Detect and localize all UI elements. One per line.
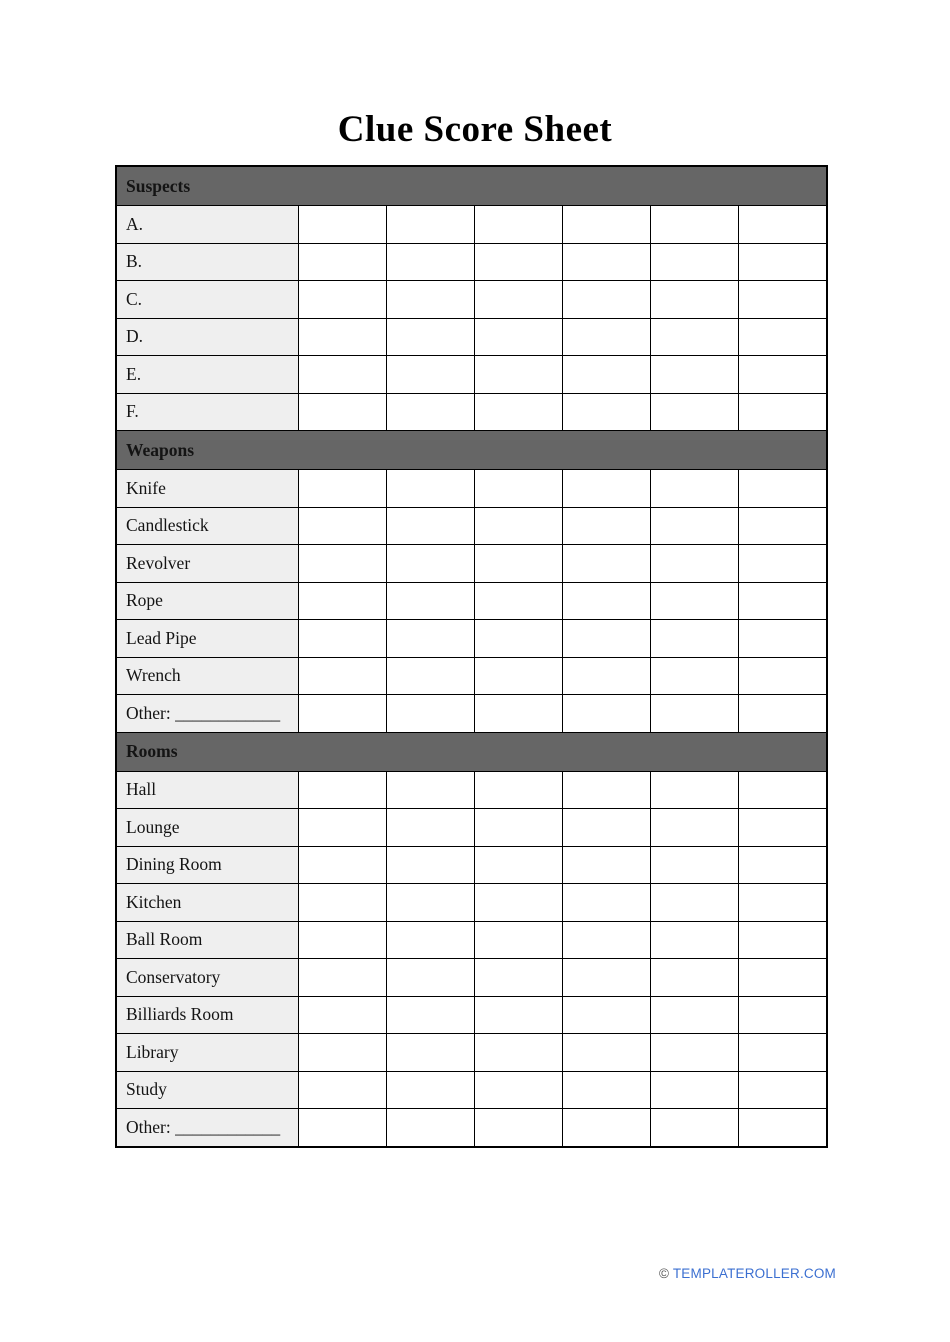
row-label: A.	[116, 206, 298, 244]
score-cell	[651, 582, 739, 620]
table-row	[116, 996, 827, 1034]
score-cell	[386, 620, 474, 658]
table-row	[116, 356, 827, 394]
score-cell	[474, 393, 562, 431]
score-cell	[474, 243, 562, 281]
score-cell	[474, 281, 562, 319]
score-cell	[474, 206, 562, 244]
score-cell	[562, 393, 650, 431]
table-row	[116, 281, 827, 319]
table-row	[116, 393, 827, 431]
section-header-row	[116, 431, 827, 470]
section-header-row	[116, 732, 827, 771]
score-cell	[562, 1034, 650, 1072]
score-cell	[739, 356, 827, 394]
score-cell	[651, 318, 739, 356]
table-row	[116, 695, 827, 733]
row-label: Library	[116, 1034, 298, 1072]
score-cell	[474, 846, 562, 884]
table-row	[116, 507, 827, 545]
score-cell	[386, 695, 474, 733]
score-cell	[298, 846, 386, 884]
score-cell	[651, 1034, 739, 1072]
score-cell	[739, 206, 827, 244]
score-cell	[739, 470, 827, 508]
score-cell	[474, 1071, 562, 1109]
score-cell	[474, 1109, 562, 1147]
row-label: Other: ____________	[116, 1109, 298, 1147]
score-table-body	[116, 166, 827, 1147]
row-label: Candlestick	[116, 507, 298, 545]
score-cell	[651, 959, 739, 997]
score-cell	[298, 318, 386, 356]
table-row	[116, 809, 827, 847]
score-cell	[562, 771, 650, 809]
score-cell	[298, 996, 386, 1034]
score-cell	[562, 620, 650, 658]
score-cell	[651, 1071, 739, 1109]
score-cell	[651, 507, 739, 545]
score-cell	[386, 1071, 474, 1109]
score-cell	[562, 582, 650, 620]
score-cell	[562, 695, 650, 733]
score-cell	[298, 281, 386, 319]
score-cell	[739, 582, 827, 620]
score-cell	[562, 921, 650, 959]
score-cell	[474, 996, 562, 1034]
score-cell	[298, 1034, 386, 1072]
score-cell	[562, 243, 650, 281]
score-cell	[562, 318, 650, 356]
score-cell	[651, 846, 739, 884]
score-cell	[386, 771, 474, 809]
score-cell	[298, 884, 386, 922]
row-label: B.	[116, 243, 298, 281]
templateroller-link[interactable]: TEMPLATEROLLER.COM	[672, 1266, 836, 1281]
row-label: Ball Room	[116, 921, 298, 959]
score-cell	[562, 545, 650, 583]
table-row	[116, 582, 827, 620]
row-label: C.	[116, 281, 298, 319]
score-cell	[562, 470, 650, 508]
score-cell	[474, 470, 562, 508]
table-row	[116, 921, 827, 959]
score-cell	[739, 996, 827, 1034]
score-cell	[651, 281, 739, 319]
row-label: D.	[116, 318, 298, 356]
score-cell	[651, 206, 739, 244]
score-cell	[386, 657, 474, 695]
footer	[659, 1266, 836, 1281]
score-cell	[739, 884, 827, 922]
section-header-suspects: Suspects	[116, 166, 827, 206]
score-table	[115, 165, 828, 1148]
score-cell	[562, 809, 650, 847]
table-row	[116, 1071, 827, 1109]
score-cell	[298, 657, 386, 695]
row-label: Other: ____________	[116, 695, 298, 733]
table-row	[116, 243, 827, 281]
score-cell	[298, 771, 386, 809]
score-cell	[386, 281, 474, 319]
score-cell	[739, 620, 827, 658]
row-label: Dining Room	[116, 846, 298, 884]
score-cell	[739, 243, 827, 281]
row-label: Knife	[116, 470, 298, 508]
score-cell	[298, 1071, 386, 1109]
score-cell	[386, 545, 474, 583]
score-cell	[474, 1034, 562, 1072]
row-label: F.	[116, 393, 298, 431]
score-cell	[386, 959, 474, 997]
score-cell	[739, 959, 827, 997]
table-row	[116, 1034, 827, 1072]
score-cell	[739, 1071, 827, 1109]
table-row	[116, 884, 827, 922]
score-cell	[386, 846, 474, 884]
row-label: Kitchen	[116, 884, 298, 922]
score-cell	[474, 318, 562, 356]
table-row	[116, 545, 827, 583]
score-cell	[739, 393, 827, 431]
score-cell	[298, 620, 386, 658]
row-label: Conservatory	[116, 959, 298, 997]
score-cell	[651, 356, 739, 394]
score-cell	[298, 356, 386, 394]
score-cell	[739, 695, 827, 733]
row-label: Study	[116, 1071, 298, 1109]
score-cell	[562, 846, 650, 884]
score-cell	[298, 507, 386, 545]
row-label: Rope	[116, 582, 298, 620]
score-cell	[298, 582, 386, 620]
score-cell	[386, 996, 474, 1034]
score-cell	[298, 695, 386, 733]
score-cell	[562, 507, 650, 545]
score-cell	[739, 921, 827, 959]
score-cell	[386, 393, 474, 431]
score-cell	[386, 921, 474, 959]
row-label: Wrench	[116, 657, 298, 695]
score-cell	[298, 545, 386, 583]
score-cell	[386, 206, 474, 244]
score-cell	[651, 921, 739, 959]
row-label: Hall	[116, 771, 298, 809]
score-cell	[739, 545, 827, 583]
row-label: Lead Pipe	[116, 620, 298, 658]
score-cell	[651, 1109, 739, 1147]
score-cell	[474, 620, 562, 658]
section-header-weapons: Weapons	[116, 431, 827, 470]
score-cell	[651, 470, 739, 508]
score-cell	[739, 771, 827, 809]
score-cell	[386, 318, 474, 356]
score-cell	[651, 393, 739, 431]
table-row	[116, 470, 827, 508]
table-row	[116, 318, 827, 356]
score-cell	[474, 356, 562, 394]
score-cell	[298, 1109, 386, 1147]
section-header-row	[116, 166, 827, 206]
score-cell	[651, 996, 739, 1034]
score-cell	[651, 809, 739, 847]
score-cell	[474, 582, 562, 620]
score-cell	[651, 657, 739, 695]
row-label: Lounge	[116, 809, 298, 847]
score-cell	[651, 695, 739, 733]
score-cell	[739, 809, 827, 847]
score-cell	[562, 1109, 650, 1147]
score-cell	[474, 809, 562, 847]
score-cell	[474, 695, 562, 733]
row-label: E.	[116, 356, 298, 394]
score-cell	[474, 884, 562, 922]
table-row	[116, 846, 827, 884]
table-row	[116, 206, 827, 244]
score-cell	[386, 470, 474, 508]
row-label: Billiards Room	[116, 996, 298, 1034]
score-cell	[474, 507, 562, 545]
score-cell	[739, 1109, 827, 1147]
score-cell	[739, 507, 827, 545]
score-cell	[739, 318, 827, 356]
score-cell	[386, 884, 474, 922]
score-cell	[298, 206, 386, 244]
score-cell	[386, 809, 474, 847]
score-cell	[739, 846, 827, 884]
score-cell	[474, 771, 562, 809]
score-cell	[739, 657, 827, 695]
score-cell	[298, 470, 386, 508]
score-cell	[474, 657, 562, 695]
score-cell	[386, 356, 474, 394]
score-cell	[562, 1071, 650, 1109]
score-cell	[562, 281, 650, 319]
row-label: Revolver	[116, 545, 298, 583]
score-cell	[651, 884, 739, 922]
score-cell	[386, 1034, 474, 1072]
score-cell	[562, 884, 650, 922]
table-row	[116, 657, 827, 695]
score-cell	[562, 657, 650, 695]
table-row	[116, 771, 827, 809]
score-cell	[651, 545, 739, 583]
table-row	[116, 1109, 827, 1147]
score-cell	[474, 959, 562, 997]
score-cell	[298, 959, 386, 997]
score-cell	[386, 1109, 474, 1147]
score-cell	[298, 921, 386, 959]
copyright-symbol: ©	[658, 1266, 670, 1281]
score-cell	[651, 620, 739, 658]
score-cell	[386, 243, 474, 281]
table-row	[116, 959, 827, 997]
score-cell	[562, 206, 650, 244]
score-cell	[298, 393, 386, 431]
score-cell	[386, 507, 474, 545]
section-header-rooms: Rooms	[116, 732, 827, 771]
score-cell	[651, 243, 739, 281]
score-cell	[651, 771, 739, 809]
score-cell	[474, 921, 562, 959]
score-cell	[739, 1034, 827, 1072]
page-title: Clue Score Sheet	[337, 109, 613, 150]
score-cell	[298, 243, 386, 281]
score-cell	[298, 809, 386, 847]
score-cell	[562, 356, 650, 394]
score-cell	[474, 545, 562, 583]
score-cell	[562, 996, 650, 1034]
score-cell	[386, 582, 474, 620]
table-row	[116, 620, 827, 658]
score-cell	[739, 281, 827, 319]
score-cell	[562, 959, 650, 997]
